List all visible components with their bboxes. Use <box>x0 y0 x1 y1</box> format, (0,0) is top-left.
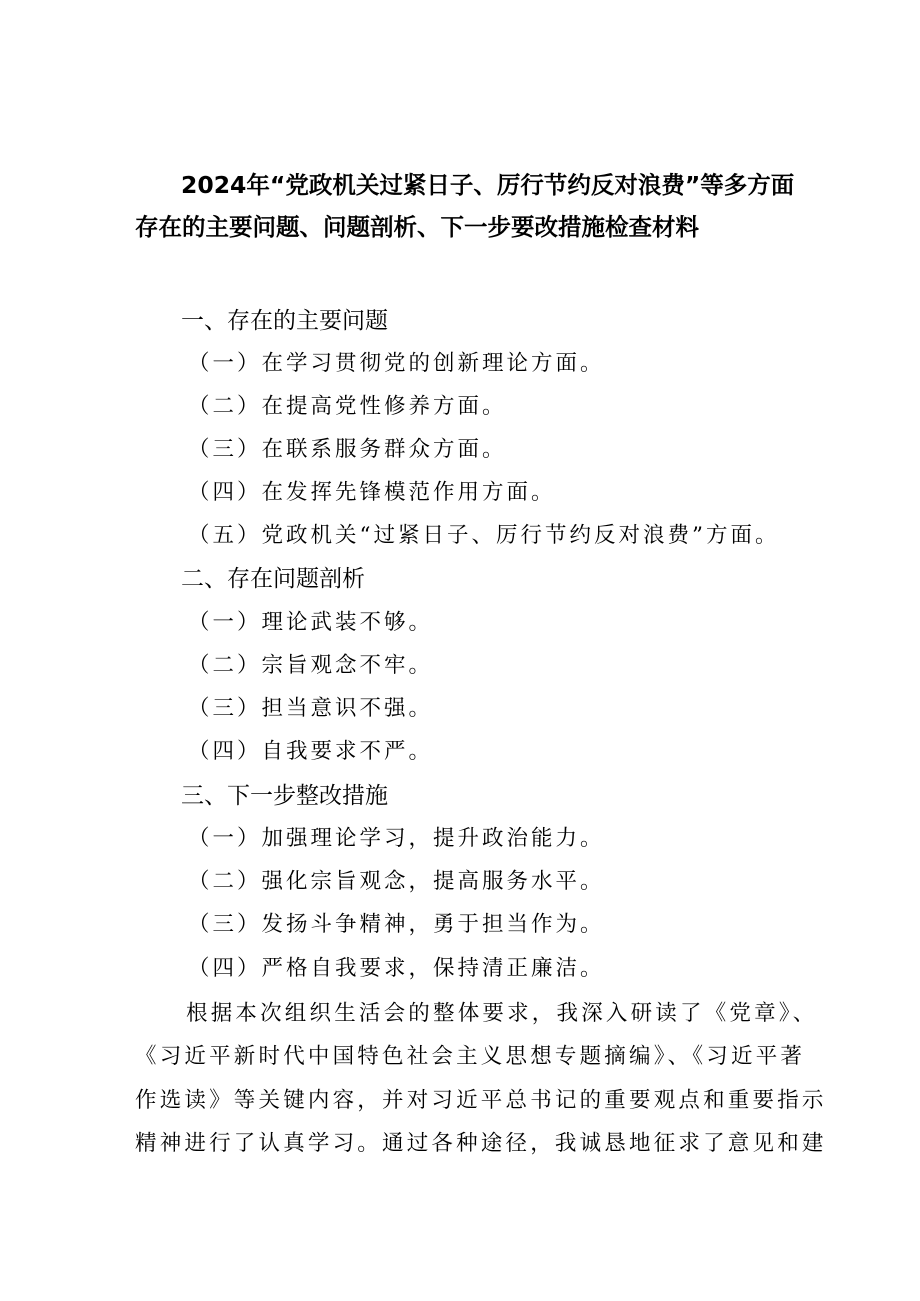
section-item: （五）党政机关“过紧日子、厉行节约反对浪费”方面。 <box>188 523 780 548</box>
section-item: （四）严格自我要求，保持清正廉洁。 <box>188 956 605 981</box>
section-heading-analysis: 二、存在问题剖析 <box>181 566 365 592</box>
section-item: （二）强化宗旨观念，提高服务水平。 <box>188 869 605 894</box>
section-item: （一）加强理论学习，提升政治能力。 <box>188 826 605 851</box>
document-title-line-2: 存在的主要问题、问题剖析、下一步要改措施检查材料 <box>135 213 699 241</box>
section-item: （二）宗旨观念不牢。 <box>188 653 434 678</box>
body-paragraph-line: 精神进行了认真学习。通过各种途径，我诚恳地征求了意见和建 <box>135 1131 827 1156</box>
section-item: （三）在联系服务群众方面。 <box>188 437 507 462</box>
body-paragraph-line: 根据本次组织生活会的整体要求，我深入研读了《党章》、 <box>186 1001 818 1026</box>
section-heading-problems: 一、存在的主要问题 <box>181 308 388 334</box>
document-title-line-1: 2024年“党政机关过紧日子、厉行节约反对浪费”等多方面 <box>181 171 795 199</box>
section-item: （一）在学习贯彻党的创新理论方面。 <box>188 351 605 376</box>
section-item: （四）自我要求不严。 <box>188 739 434 764</box>
body-paragraph-line: 《习近平新时代中国特色社会主义思想专题摘编》、《习近平著 <box>135 1044 806 1069</box>
section-item: （一）理论武装不够。 <box>188 610 434 635</box>
section-item: （二）在提高党性修养方面。 <box>188 394 507 419</box>
section-heading-measures: 三、下一步整改措施 <box>181 783 388 809</box>
section-item: （三）发扬斗争精神，勇于担当作为。 <box>188 912 605 937</box>
body-paragraph-line: 作选读》等关键内容，并对习近平总书记的重要观点和重要指示 <box>135 1088 827 1113</box>
section-item: （四）在发挥先锋模范作用方面。 <box>188 480 556 505</box>
section-item: （三）担当意识不强。 <box>188 696 434 721</box>
